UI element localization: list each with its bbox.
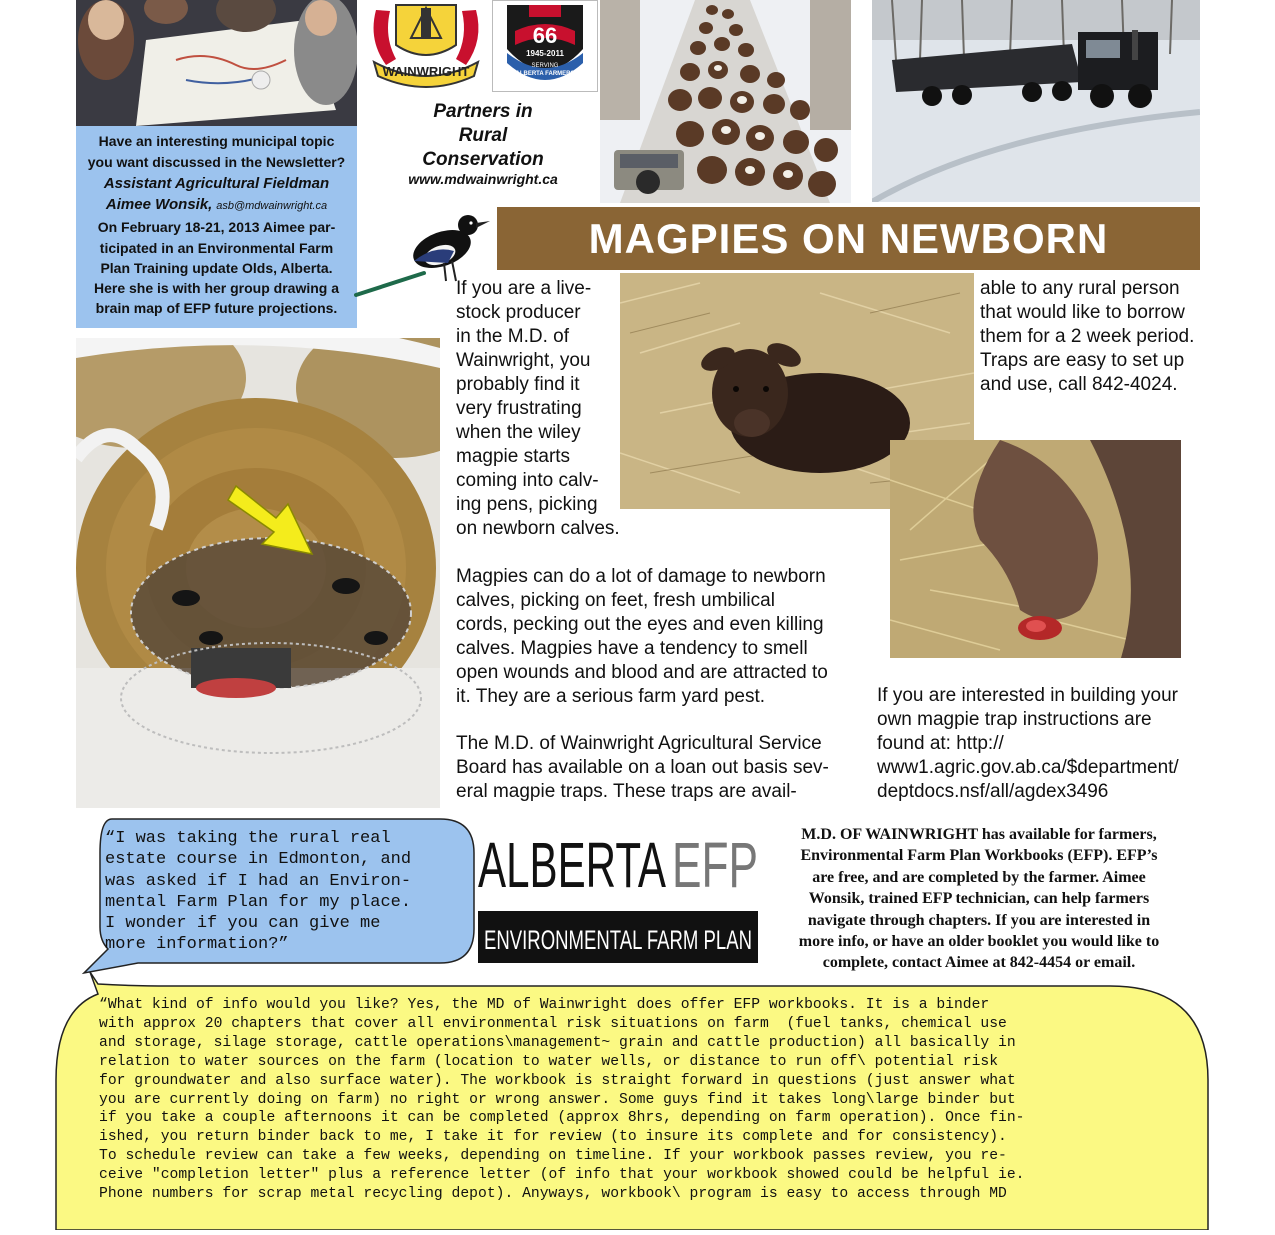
article-link[interactable]: www1.agric.gov.ab.ca/$department/ <box>877 757 1179 778</box>
caption-line: brain map of EFP future projections. <box>95 300 338 316</box>
article-line: coming into calv- <box>456 470 599 491</box>
ufa-number: 66 <box>532 23 558 48</box>
article-line: it. They are a serious farm yard pest. <box>456 686 766 707</box>
answer-text: “What kind of info would you like? Yes, the MD of Wainwright does offer EFP workbooks. It is a binder with approx 20 chapters that cover all environmental risk situations on farm (fuel tanks, chemical use and storage, silage storage, cattle operations\management~ grain and cattle production) all basically in relation to water sources on the farm (location to water wells, or distance to run off\ potential risk for groundwater and also surface water). The workbook is straight forward in questions (just answer what you are currently doing on farm) no right or wrong answer. Some guys find it takes long\large binder but if you take a couple afternoons it can be completed (approx 8hrs, depending on farm operation). Once fin- ished, you return binder back to me, I take it for review (to insure its complete and for consistency). To schedule review can take a few weeks, depending on timeline. If your workbook passes review, you re- ceive "completion letter" plus a reference letter (of info that your workbook showed could be helpful ie. Phone numbers for scrap metal recycling depot). Anyways, workbook\ program is easy to access through MD <box>99 997 1025 1203</box>
article-instructions <box>877 684 1237 804</box>
article-line: cords, pecking out the eyes and even killing <box>456 614 824 635</box>
efp-logo-subtitle: ENVIRONMENTAL FARM PLAN <box>484 925 752 955</box>
caption-line: Have an interesting municipal topic <box>98 133 335 149</box>
article-line: Wainwright, you <box>456 350 591 371</box>
wainwright-logo-text: WAINWRIGHT <box>382 64 470 79</box>
caption-name: Aimee Wonsik, <box>105 196 213 213</box>
efp-logo-alberta: ALBERTA <box>478 829 667 901</box>
caption-line: On February 18-21, 2013 Aimee par- <box>97 219 336 235</box>
article-line: them for a 2 week period. <box>980 326 1195 347</box>
efp-description <box>762 824 1196 974</box>
caption-email[interactable]: asb@mdwainwright.ca <box>216 200 328 212</box>
partners-url[interactable]: www.mdwainwright.ca <box>408 171 558 187</box>
caption-line: ticipated in an Environmental Farm <box>99 240 334 256</box>
article-line: found at: http:// <box>877 733 1004 754</box>
ufa-farmers: ALBERTA FARMERS <box>515 71 575 77</box>
article-line: when the wiley <box>456 422 581 443</box>
efp-line: Environmental Farm Plan Workbooks (EFP). EFP’s <box>800 847 1158 865</box>
article-line: The M.D. of Wainwright Agricultural Service <box>456 733 822 754</box>
alberta-efp-logo <box>478 815 760 965</box>
magpie-trap-photo <box>76 338 440 808</box>
efp-line: are free, and are completed by the farmer. Aimee <box>812 868 1146 886</box>
efp-line: M.D. OF WAINWRIGHT has available for farmers, <box>801 826 1157 843</box>
article-line: and use, call 842-4024. <box>980 374 1178 395</box>
question-text: “I was taking the rural real estate course in Edmonton, and was asked if I had an Environ- mental Farm Plan for my place. I wonder if you can give me more information?” <box>105 829 412 955</box>
wainwright-logo <box>366 0 486 90</box>
article-line: Board has available on a loan out basis sev- <box>456 757 829 778</box>
article-line: Traps are easy to set up <box>980 350 1185 371</box>
article-line: eral magpie traps. These traps are avail- <box>456 781 797 802</box>
partners-line: Partners in <box>433 101 533 122</box>
ufa-serving: SERVING <box>531 63 559 69</box>
caption-box <box>76 126 357 328</box>
caption-line: you want discussed in the Newsletter? <box>87 154 346 170</box>
article-line: in the M.D. of <box>456 326 569 347</box>
efp-logo-efp: EFP <box>672 829 758 901</box>
caption-title: Assistant Agricultural Fieldman <box>103 175 330 192</box>
article-intro <box>456 277 622 541</box>
article-line: on newborn calves. <box>456 518 620 539</box>
article-line: calves, picking on feet, fresh umbilical <box>456 590 775 611</box>
article-link[interactable]: deptdocs.nsf/all/agdex3496 <box>877 781 1109 802</box>
efp-line: navigate through chapters. If you are interested in <box>807 911 1151 929</box>
article-loan-paragraph <box>456 732 866 804</box>
article-line: Magpies can do a lot of damage to newborn <box>456 566 826 587</box>
meeting-photo <box>76 0 357 126</box>
partners-line: Conservation <box>422 149 544 170</box>
article-line: calves. Magpies have a tendency to smell <box>456 638 808 659</box>
article-line: stock producer <box>456 302 581 323</box>
article-line: If you are interested in building your <box>877 685 1179 706</box>
article-line: If you are a live- <box>456 278 592 299</box>
article-line: able to any rural person <box>980 278 1180 299</box>
caption-line: Here she is with her group drawing a <box>93 280 340 296</box>
article-line: open wounds and blood and are attracted to <box>456 662 828 683</box>
article-line: own magpie trap instructions are <box>877 709 1152 730</box>
cattle-road-photo <box>600 0 851 203</box>
article-line: magpie starts <box>456 446 571 467</box>
ufa-years: 1945-2011 <box>526 49 564 58</box>
article-line: that would like to borrow <box>980 302 1185 323</box>
ufa-logo <box>492 0 598 92</box>
efp-line: Wonsik, trained EFP technician, can help farmers <box>808 890 1150 908</box>
efp-line: more info, or have an older booklet you would like to <box>798 933 1160 951</box>
article-damage-paragraph <box>456 565 876 709</box>
partners-line: Rural <box>458 125 508 146</box>
injured-hoof-photo <box>890 440 1181 658</box>
article-title-banner: MAGPIES ON NEWBORN <box>497 207 1200 270</box>
article-line: probably find it <box>456 374 580 395</box>
caption-line: Plan Training update Olds, Alberta. <box>100 260 333 276</box>
truck-photo <box>872 0 1200 202</box>
article-line: very frustrating <box>456 398 582 419</box>
article-loan-cont <box>980 277 1240 397</box>
article-line: ing pens, picking <box>456 494 598 515</box>
partners-text <box>378 100 588 172</box>
efp-line: complete, contact Aimee at 842-4454 or email. <box>822 954 1136 972</box>
